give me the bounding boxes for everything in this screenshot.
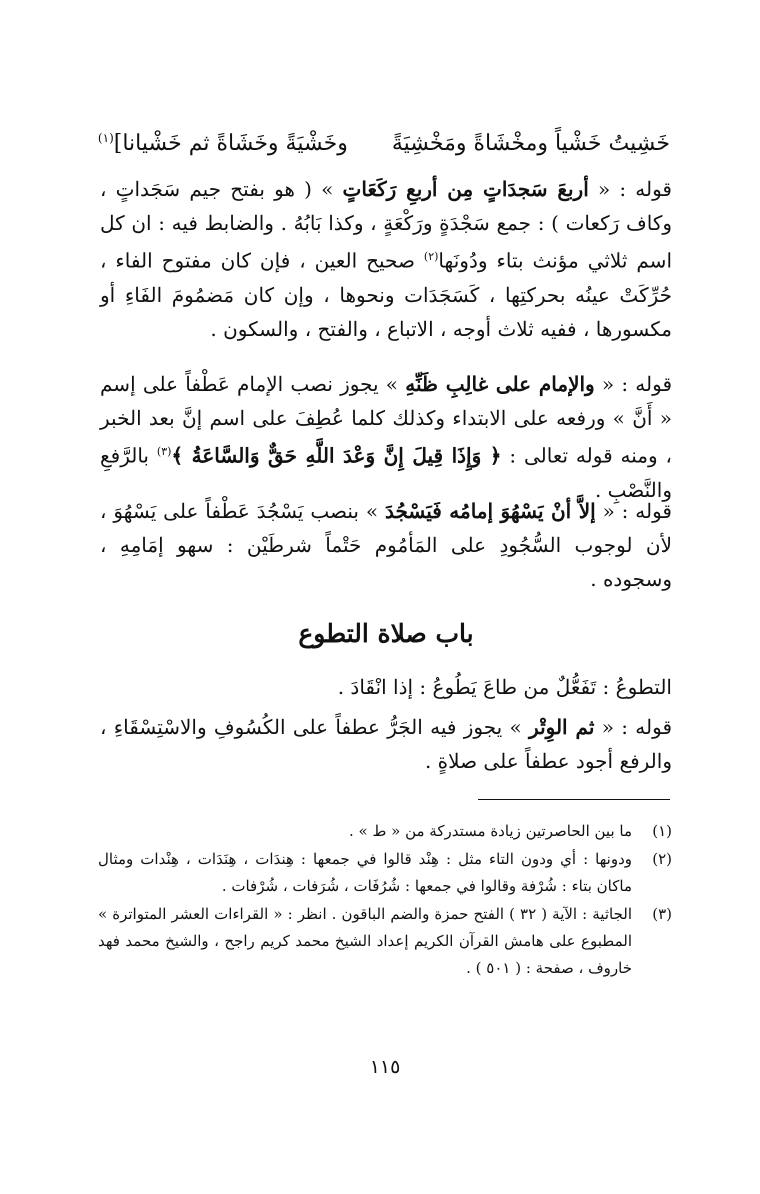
footnote-item (98, 818, 672, 845)
paragraph-body: » ( هو بفتح جيم سَجَداتٍ ، وكاف رَكعات ) : جمع سَجْدَةٍ ورَكْعَةٍ ، وكذا بَابُهُ . والضابط فيه : ان كل اسم ثلاثي مؤنث بتاء ودُونَها (100, 177, 672, 273)
paragraph-imam (100, 367, 672, 507)
paragraph-body-cont: صحيح العين ، فإن كان مفتوح الفاء ، حُرِّكَتْ عينُه بحركتِها ، كَسَجَدَات ونحوها ، وإن كان مَضمُومَ الفَاءِ أو مكسورها ، ففيه ثلاث أوجه ، الاتباع ، والفتح ، والسكون . (100, 248, 672, 341)
paragraph-body: » بنصب يَسْجُدَ عَطْفاً على يَسْهُوَ ، لأن لوجوب السُّجُودِ على المَأمُوم حَتْماً شرطَيْن : سهو إمَامِهِ ، وسجوده . (100, 499, 672, 591)
paragraph-intro: قوله : « (602, 499, 672, 523)
footnotes (98, 818, 672, 983)
quoted-phrase: والإمام على غالِبِ ظَنِّهِ (405, 372, 595, 396)
verse-hemistich-right: خَشِيتُ خَشْياً ومخْشَاةً ومَخْشِيَةً (391, 131, 670, 157)
footnote-text: ما بين الحاصرتين زيادة مستدركة من « ط » . (349, 822, 632, 840)
paragraph-witr (100, 710, 672, 778)
footnote-ref-3: (٣) (156, 445, 172, 458)
paragraph-intro: قوله : « (601, 715, 673, 739)
paragraph-body: » يجوز نصب الإمام عَطْفاً على إسم « أَنَّ » ورفعه على الابتداء وكذلك كلما عُطِفَ على اسم إنَّ بعد الخبر ، ومنه قوله تعالى : (100, 372, 672, 468)
page-number: ١١٥ (369, 1056, 401, 1078)
paragraph-body-cont: بالرَّفعِ والنَّصْبِ . (100, 443, 672, 502)
footnote-number: (٢) (652, 850, 672, 868)
section-title: باب صلاة التطوع (298, 619, 474, 648)
footnote-separator (478, 799, 670, 800)
paragraph-sahw (100, 494, 672, 596)
footnote-item (98, 901, 672, 982)
quoted-phrase: أربعَ سَجدَاتٍ مِن أربعِ رَكَعَاتٍ (342, 177, 589, 201)
footnote-number: (١) (652, 822, 672, 840)
quran-verse: ﴿ وَإِذَا قِيلَ إِنَّ وَعْدَ اللَّهِ حَقٌّ وَالسَّاعَةُ ﴾ (171, 443, 502, 468)
paragraph-intro: قوله : « (597, 177, 672, 201)
footnote-ref-2: (٢) (423, 250, 439, 263)
footnote-text: الجاثية : الآية ( ٣٢ ) الفتح حمزة والضم الباقون . انظر : « القراءات العشر المتواترة » المطبوع على هامش القرآن الكريم إعداد الشيخ محمد كريم راجح ، والشيخ محمد فهد خاروف ، صفحة : ( ٥٠١ ) . (98, 905, 633, 977)
footnote-item (98, 846, 672, 900)
poetry-verse (97, 118, 670, 158)
footnote-ref-1: (١) (97, 131, 114, 145)
paragraph-sajadat (100, 172, 672, 346)
quoted-phrase: إلاَّ أنْ يَسْهُوَ إمامُه فَيَسْجُدَ (384, 499, 596, 523)
footnote-text: ودونها : أي ودون التاء مثل : هِنْد قالوا في جمعها : هِندَات ، هِنَدَات ، هِنْدات ومثال ماكان بتاء : شُرْفة وقالوا في جمعها : شُرُفَات ، شُرَفات ، شُرْفات . (98, 850, 632, 895)
verse-hemistich-left: وخَشْيَةً وخَشَاةً ثم خَشْيانا] (113, 131, 348, 157)
quoted-phrase: ثم الوِتْر (529, 715, 595, 739)
footnote-number: (٣) (652, 905, 672, 923)
paragraph-tatawwu-definition (100, 670, 672, 704)
paragraph-intro: قوله : « (601, 372, 673, 396)
definition-text: التطوعُ : تَفَعُّلٌ من طاعَ يَطُوعُ : إذا انْقَادَ . (337, 675, 672, 699)
paragraph-body: » يجوز فيه الجَرُّ عطفاً على الكُسُوفِ والاسْتِسْقَاءِ ، والرفع أجود عطفاً على صلاةٍ . (100, 715, 672, 773)
